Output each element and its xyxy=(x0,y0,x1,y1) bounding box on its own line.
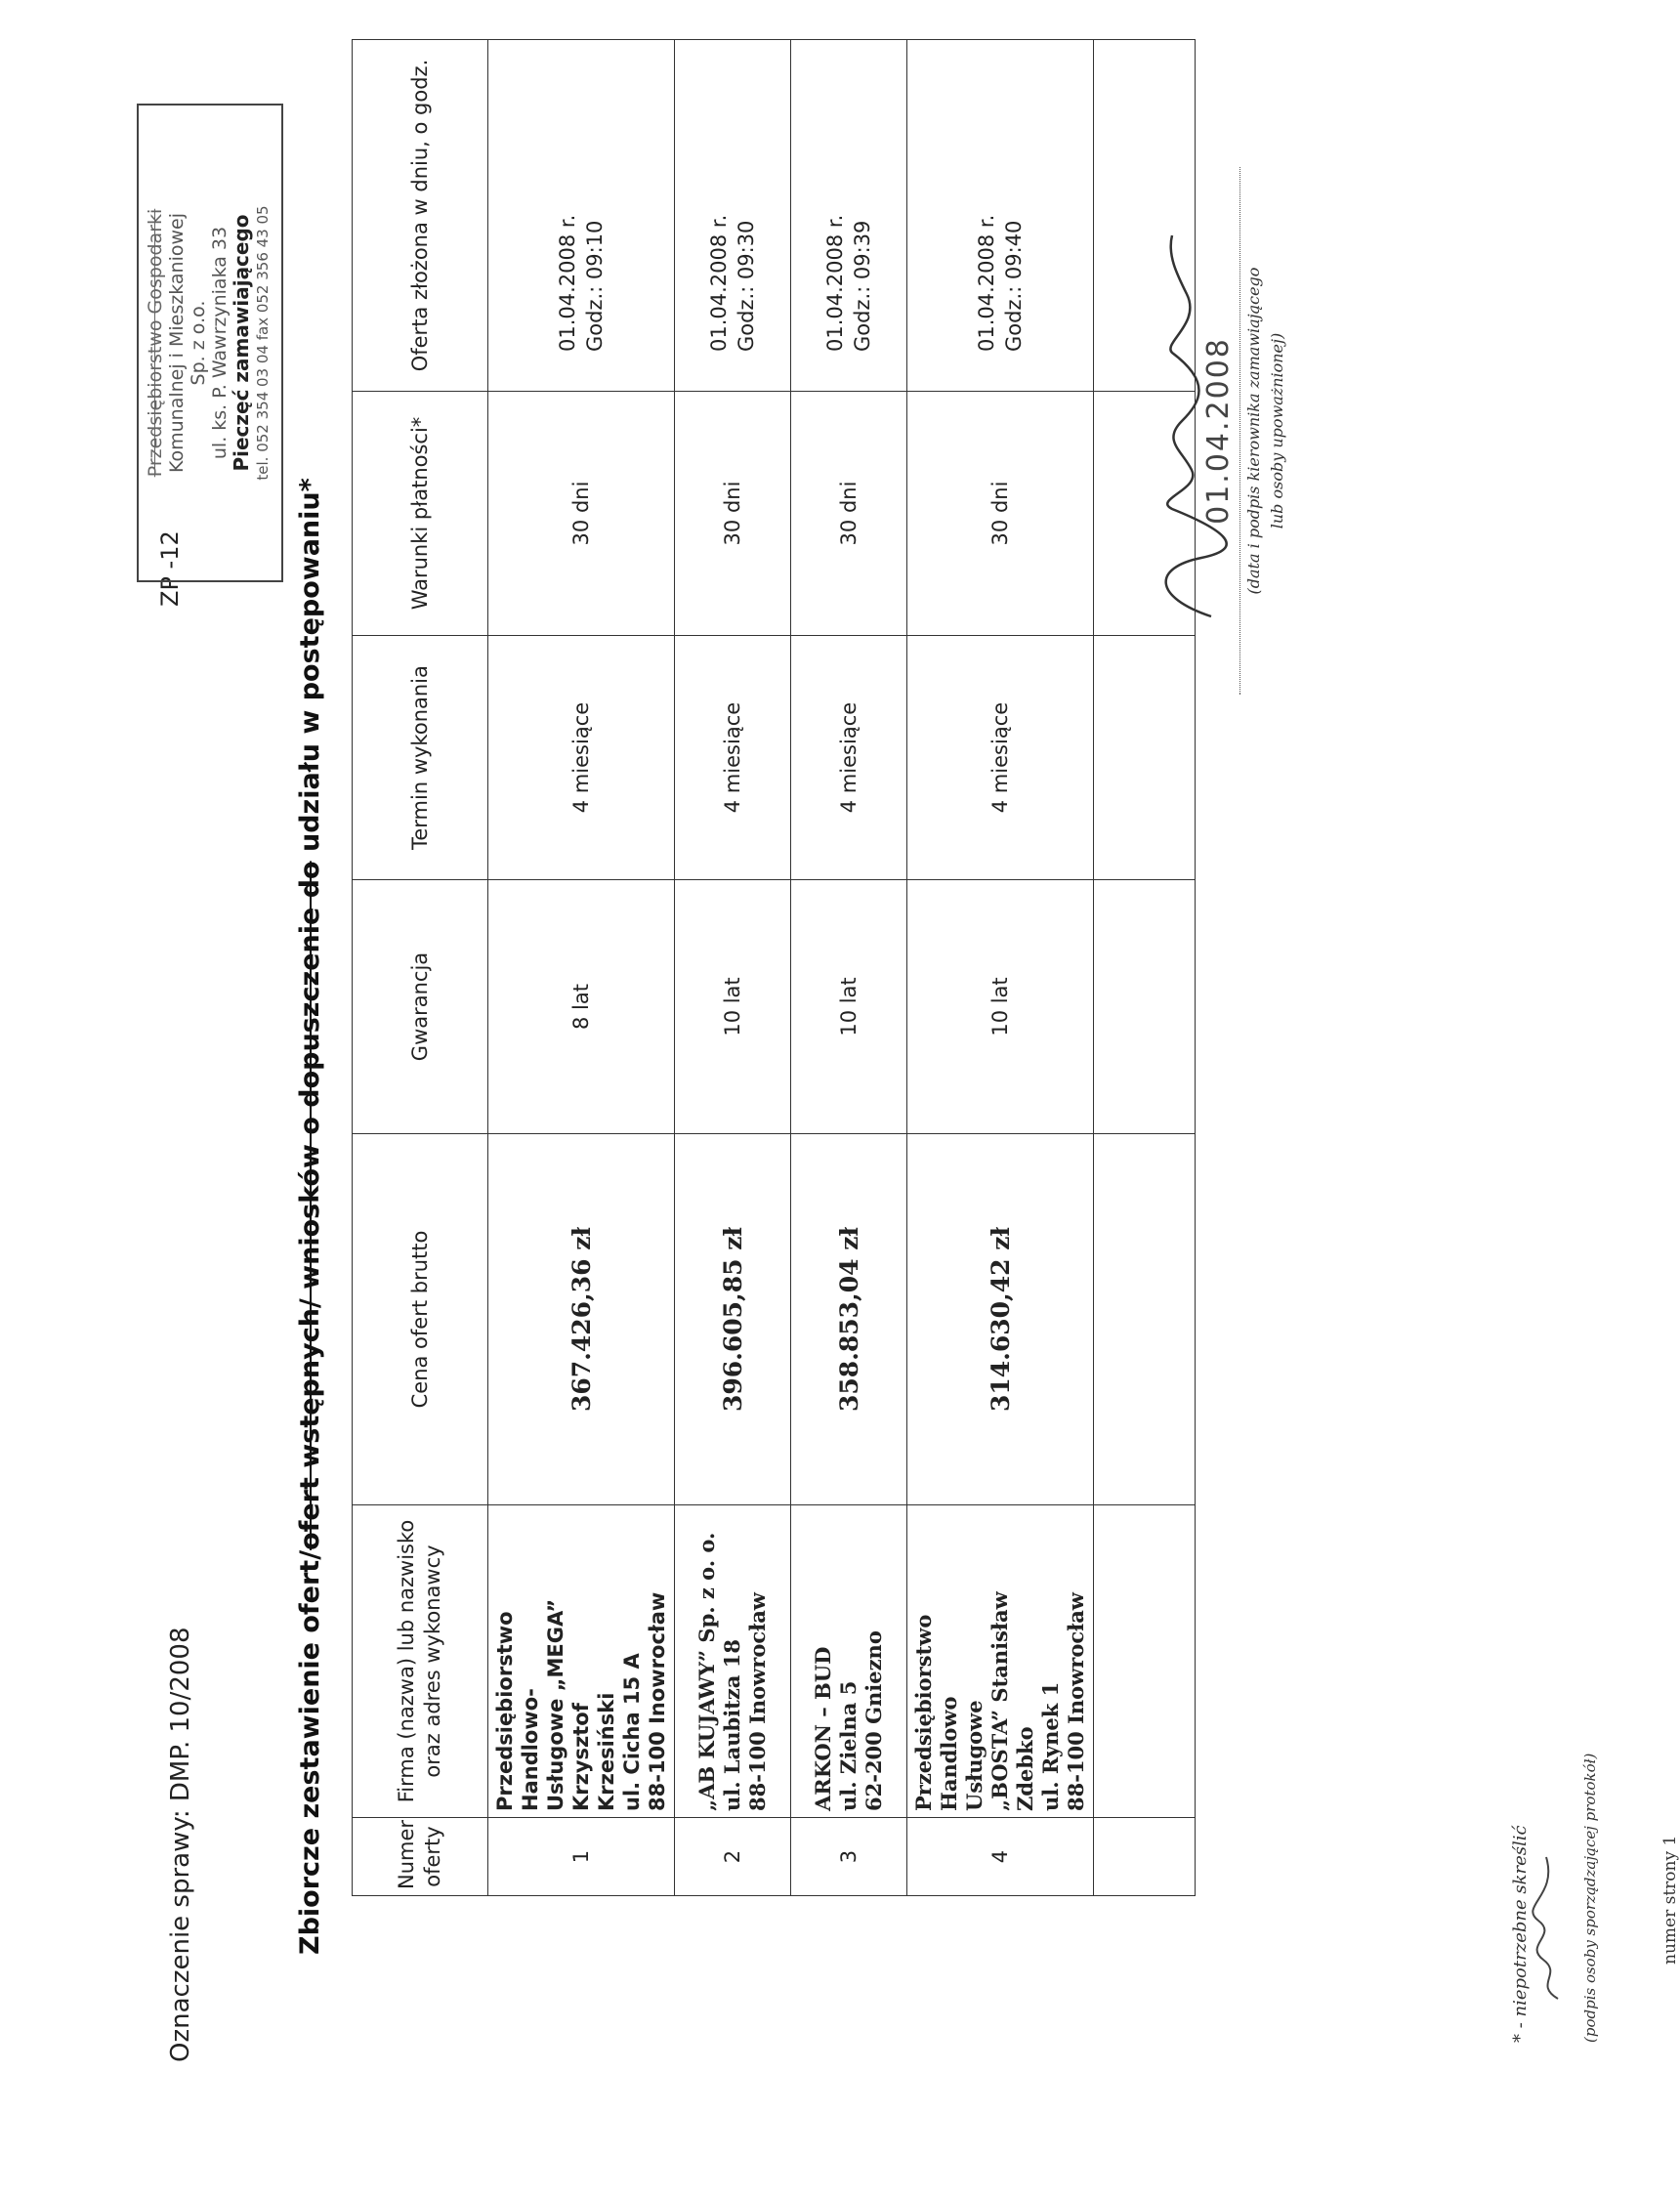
submitted-date: 01.04.2008 r. xyxy=(556,214,579,352)
header-cell: Oferta złożona w dniu, o godz. xyxy=(353,40,488,392)
left-signature-scribble xyxy=(1529,1847,1568,2004)
company-cell xyxy=(791,1505,907,1818)
table-row xyxy=(675,40,791,1896)
signature-dots xyxy=(1533,1754,1578,2043)
header-cell: Gwarancja xyxy=(353,880,488,1134)
company-line: 88-100 Inowrocław xyxy=(646,1591,669,1811)
company-line: ul. Cicha 15 A xyxy=(620,1653,644,1811)
empty-cell xyxy=(1094,1818,1196,1896)
submitted-date: 01.04.2008 r. xyxy=(975,214,998,352)
company-line: Przedsiębiorstwo Handlowo xyxy=(911,1614,961,1811)
company-line: Usługowe xyxy=(962,1700,987,1811)
approval-caption-line2: lub osoby upoważnionej) xyxy=(1268,332,1286,529)
submitted-date: 01.04.2008 r. xyxy=(823,214,847,352)
header-cell: Cena ofert brutto xyxy=(353,1134,488,1505)
warranty-cell: 10 lat xyxy=(907,880,1094,1134)
submitted-date: 01.04.2008 r. xyxy=(707,214,731,352)
company-line: ul. Rynek 1 xyxy=(1038,1681,1063,1811)
offers-table xyxy=(352,39,1196,1896)
submitted-time: Godz.: 09:40 xyxy=(1002,220,1026,352)
title-part: udziału w postępowaniu* xyxy=(295,478,325,862)
warranty-cell: 10 lat xyxy=(675,880,791,1134)
payment-cell: 30 dni xyxy=(488,392,675,636)
approval-signature-block xyxy=(1143,167,1287,695)
company-stamp xyxy=(137,104,283,582)
header-cell: Termin wykonania xyxy=(353,636,488,880)
table-row xyxy=(488,40,675,1896)
price-cell: 314.630,42 zł xyxy=(907,1134,1094,1505)
title-struck-part: ofert wstępnych/ wniosków o dopuszczenie do xyxy=(295,861,325,1550)
company-line: 88-100 Inowrocław xyxy=(1064,1592,1088,1811)
empty-cell xyxy=(1094,1505,1196,1818)
stamp-label: Pieczęć zamawiającego xyxy=(230,214,253,472)
form-reference: ZP -12 xyxy=(156,530,184,607)
price-cell: 396.605,85 zł xyxy=(675,1134,791,1505)
company-line: „AB KUJAWY” Sp. z o. o. xyxy=(694,1532,719,1811)
warranty-cell: 8 lat xyxy=(488,880,675,1134)
company-line: 88-100 Inowrocław xyxy=(745,1592,770,1811)
term-cell: 4 miesiące xyxy=(791,636,907,880)
offer-number: 2 xyxy=(675,1818,791,1896)
stamp-line: ul. ks. P. Wawrzyniaka 33 xyxy=(209,226,231,460)
submitted-time: Godz.: 09:39 xyxy=(851,220,874,352)
company-cell xyxy=(675,1505,791,1818)
submitted-cell xyxy=(907,40,1094,392)
empty-cell xyxy=(1094,880,1196,1134)
title-part: Zbiorcze zestawienie ofert/ xyxy=(295,1549,325,1955)
company-cell xyxy=(907,1505,1094,1818)
company-line: Krzesiński xyxy=(595,1692,618,1811)
submitted-cell xyxy=(791,40,907,392)
warranty-cell: 10 lat xyxy=(791,880,907,1134)
case-reference: Oznaczenie sprawy: DMP. 10/2008 xyxy=(166,1627,195,2062)
empty-cell xyxy=(1094,1134,1196,1505)
payment-cell: 30 dni xyxy=(907,392,1094,636)
table-row xyxy=(791,40,907,1896)
term-cell: 4 miesiące xyxy=(675,636,791,880)
company-line: ul. Laubitza 18 xyxy=(720,1639,744,1811)
approval-caption-line1: (data i podpis kierownika zamawiającego xyxy=(1244,267,1263,595)
payment-cell: 30 dni xyxy=(675,392,791,636)
company-cell xyxy=(488,1505,675,1818)
submitted-cell xyxy=(488,40,675,392)
stamp-line: Komunalnej i Mieszkaniowej xyxy=(166,212,188,474)
price-cell: 367.426,36 zł xyxy=(488,1134,675,1505)
header-cell: Numer oferty xyxy=(353,1818,488,1896)
stamp-line: tel. 052 354 03 04 fax 052 356 43 05 xyxy=(254,205,272,481)
payment-cell: 30 dni xyxy=(791,392,907,636)
offer-number: 1 xyxy=(488,1818,675,1896)
term-cell: 4 miesiące xyxy=(488,636,675,880)
table-header-row xyxy=(353,40,488,1896)
submitted-time: Godz.: 09:10 xyxy=(583,220,607,352)
document-title xyxy=(295,478,325,1955)
submitted-time: Godz.: 09:30 xyxy=(735,220,758,352)
company-line: 62-200 Gniezno xyxy=(861,1630,886,1811)
footnote-text: * - niepotrzebne skreślić xyxy=(1510,1825,1531,2043)
price-cell: 358.853,04 zł xyxy=(791,1134,907,1505)
company-line: Przedsiębiorstwo Handlowo- xyxy=(493,1611,542,1811)
offer-number: 4 xyxy=(907,1818,1094,1896)
company-line: Usługowe „MEGA” Krzysztof xyxy=(544,1598,593,1811)
submitted-cell xyxy=(675,40,791,392)
page-number: numer strony 1 xyxy=(1660,1835,1680,1965)
left-signature-caption: (podpis osoby sporządzającej protokół) xyxy=(1581,1753,1599,2043)
approval-date: 01.04.2008 xyxy=(1201,167,1240,695)
header-cell: Warunki płatności* xyxy=(353,392,488,636)
stamp-line: Sp. z o.o. xyxy=(188,300,209,386)
term-cell: 4 miesiące xyxy=(907,636,1094,880)
footnote-block xyxy=(1509,1754,1602,2043)
stamp-line: Przedsiębiorstwo Gospodarki xyxy=(145,208,166,478)
company-line: „BOSTA” Stanisław Zdebko xyxy=(987,1591,1037,1811)
offer-number: 3 xyxy=(791,1818,907,1896)
table-row xyxy=(907,40,1094,1896)
company-line: ul. Zielna 5 xyxy=(836,1680,861,1811)
header-cell: Firma (nazwa) lub nazwisko oraz adres wykonawcy xyxy=(353,1505,488,1818)
company-line: ARKON – BUD xyxy=(811,1646,835,1811)
